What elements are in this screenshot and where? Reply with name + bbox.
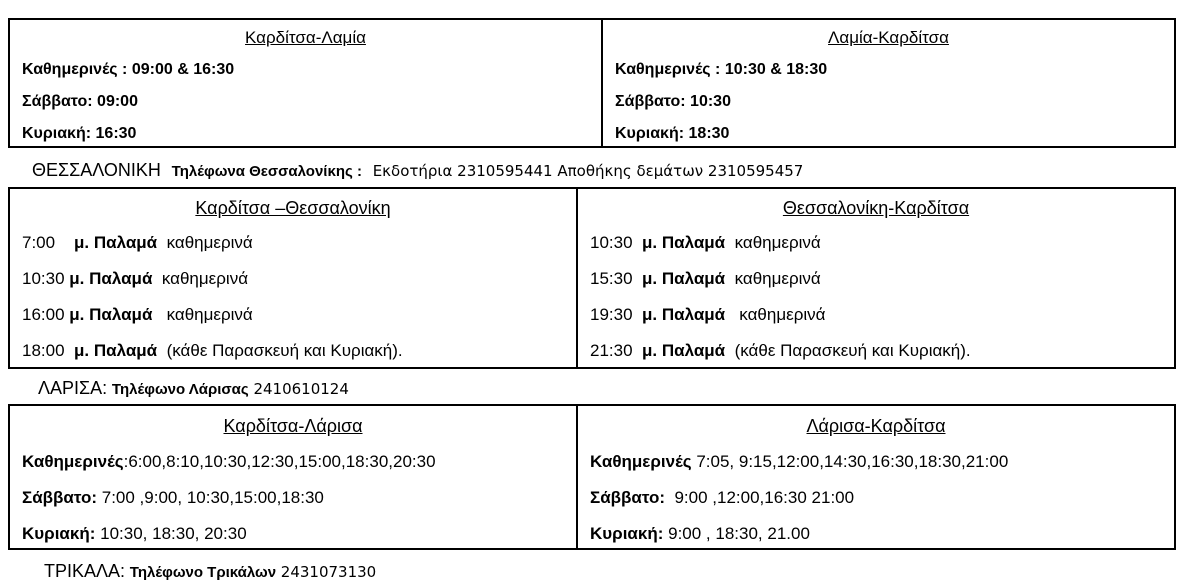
- schedule-row: [10, 335, 576, 367]
- via: μ. Παλαμά: [642, 233, 726, 252]
- schedule-row: [10, 518, 576, 550]
- schedule-row: [10, 263, 576, 295]
- times: 7:05, 9:15,12:00,14:30,16:30,18:30,21:00: [696, 452, 1009, 471]
- phones-label: Τηλέφωνα Θεσσαλονίκης :: [171, 163, 362, 180]
- note: καθημερινά: [166, 305, 253, 324]
- day-label: Κυριακή:: [590, 524, 664, 543]
- schedule-row: Σάββατο: 09:00: [22, 93, 138, 110]
- schedule-row: [10, 446, 576, 478]
- via: μ. Παλαμά: [642, 341, 726, 360]
- note: καθημερινά: [166, 233, 253, 252]
- column-larisa-karditsa: [576, 406, 1174, 548]
- column-title: Καρδίτσα-Λάρισα: [223, 416, 363, 436]
- day-label: Καθημερινές: [22, 452, 124, 471]
- schedule-row: [578, 518, 1174, 550]
- schedule-row: [578, 227, 1174, 259]
- schedule-row: Κυριακή: 16:30: [22, 125, 137, 142]
- time: 10:30: [590, 233, 633, 252]
- column-lamia-karditsa: [601, 20, 1174, 146]
- phones-text: Εκδοτήρια 2310595441 Αποθήκης δεμάτων 2310595457: [372, 162, 804, 180]
- times: 9:00 ,12:00,16:30 21:00: [674, 488, 855, 507]
- city-name: ΛΑΡΙΣΑ:: [38, 378, 108, 398]
- schedule-row: Καθημερινές : 10:30 & 18:30: [615, 61, 828, 78]
- schedule-row: Καθημερινές : 09:00 & 16:30: [22, 61, 235, 78]
- column-karditsa-thessaloniki: [10, 189, 576, 367]
- note: (κάθε Παρασκευή και Κυριακή).: [734, 341, 971, 360]
- time: 7:00: [22, 233, 56, 252]
- table-karditsa-lamia: [8, 18, 1176, 148]
- schedule-row: [578, 335, 1174, 367]
- time: 19:30: [590, 305, 633, 324]
- schedule-row: [10, 299, 576, 331]
- column-thessaloniki-karditsa: [576, 189, 1174, 367]
- times: 7:00 ,9:00, 10:30,15:00,18:30: [101, 488, 324, 507]
- times: 10:30, 18:30, 20:30: [100, 524, 247, 543]
- schedule-row: [578, 299, 1174, 331]
- via: μ. Παλαμά: [74, 233, 158, 252]
- schedule-row: [578, 263, 1174, 295]
- note: καθημερινά: [734, 269, 821, 288]
- day-label: Σάββατο:: [590, 488, 666, 507]
- schedule-row: [578, 446, 1174, 478]
- time: 15:30: [590, 269, 633, 288]
- note: καθημερινά: [734, 233, 821, 252]
- phone-number: 2431073130: [280, 563, 377, 581]
- phone-label: Τηλέφωνο Τρικάλων: [129, 564, 277, 581]
- day-label: Σάββατο:: [22, 488, 98, 507]
- via: μ. Παλαμά: [642, 269, 726, 288]
- times: 9:00 , 18:30, 21.00: [668, 524, 810, 543]
- schedule-row: Σάββατο: 10:30: [615, 93, 731, 110]
- schedule-row: [578, 482, 1174, 514]
- note: καθημερινά: [161, 269, 249, 288]
- via: μ. Παλαμά: [642, 305, 726, 324]
- city-name: ΘΕΣΣΑΛΟΝΙΚΗ: [32, 160, 161, 180]
- column-title: Θεσσαλονίκη-Καρδίτσα: [782, 198, 970, 218]
- phone-label: Τηλέφωνο Λάρισας: [111, 381, 249, 398]
- times: :6:00,8:10,10:30,12:30,15:00,18:30,20:30: [123, 452, 436, 471]
- schedule-row: [10, 482, 576, 514]
- phone-number: 2410610124: [253, 380, 349, 398]
- time: 21:30: [590, 341, 633, 360]
- column-karditsa-lamia: [10, 20, 601, 146]
- column-title: Καρδίτσα-Λαμία: [245, 28, 366, 47]
- day-label: Κυριακή:: [22, 524, 96, 543]
- column-title: Λάρισα-Καρδίτσα: [806, 416, 946, 436]
- schedule-row: Κυριακή: 18:30: [615, 125, 730, 142]
- column-title: Λαμία-Καρδίτσα: [828, 28, 949, 47]
- city-name: ΤΡΙΚΑΛΑ:: [44, 561, 126, 581]
- column-title: Καρδίτσα –Θεσσαλονίκη: [195, 198, 391, 218]
- time: 10:30: [22, 269, 65, 288]
- time: 18:00: [22, 341, 65, 360]
- note: (κάθε Παρασκευή και Κυριακή).: [166, 341, 403, 360]
- section-trikala: [44, 561, 376, 582]
- via: μ. Παλαμά: [69, 269, 153, 288]
- schedule-row: [10, 227, 576, 259]
- time: 16:00: [22, 305, 65, 324]
- table-karditsa-thessaloniki: [8, 187, 1176, 369]
- note: καθημερινά: [739, 305, 826, 324]
- section-larisa: [38, 378, 349, 399]
- section-thessaloniki: [32, 160, 803, 181]
- column-karditsa-larisa: [10, 406, 576, 548]
- via: μ. Παλαμά: [69, 305, 153, 324]
- day-label: Καθημερινές: [590, 452, 692, 471]
- table-karditsa-larisa: [8, 404, 1176, 550]
- via: μ. Παλαμά: [74, 341, 158, 360]
